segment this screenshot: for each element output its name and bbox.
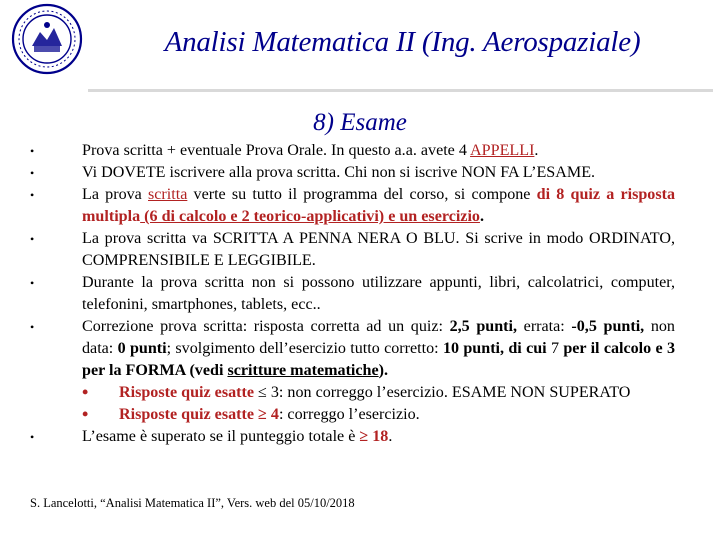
bullet-superamento: • L’esame è superato se il punteggio totale è ≥ 18. <box>30 426 675 448</box>
scritta-link[interactable]: scritta <box>148 186 188 203</box>
bullet-penna: • La prova scritta va SCRITTA A PENNA NERA O BLU. Si scrive in modo ORDINATO, COMPRENSIBILE E LEGGIBILE. <box>30 230 675 269</box>
bullet-dot-icon: • <box>30 188 35 202</box>
bullet-dot-icon: • <box>30 232 35 246</box>
sub-bullet-fail: • Risposte quiz esatte ≤ 3: non correggo l’esercizio. ESAME NON SUPERATO <box>82 382 631 402</box>
footer-credit: S. Lancelotti, “Analisi Matematica II”, Vers. web del 05/10/2018 <box>30 496 355 510</box>
bullet-correzione: • Correzione prova scritta: risposta corretta ad un quiz: 2,5 punti, errata: -0,5 punti, non data: 0 punti; svolgimento dell’esercizio tutto corretto: 10 punti, di cui 7 per il calcolo e 3 per la FORMA (vedi scritture matematiche). • Risposte quiz esatte ≤ 3: non correggo l’esercizio. ESAME NON SUPERATO • Risposte quiz esatte ≥ 4: correggo l’esercizio. <box>30 318 676 424</box>
slide-title: Analisi Matematica II (Ing. Aerospaziale) <box>164 26 641 58</box>
scritture-matematiche-link[interactable]: scritture matematiche <box>227 362 379 379</box>
bullet-programma: • La prova scritta verte su tutto il programma del corso, si compone di 8 quiz a risposta multipla (6 di calcolo e 2 teorico-applicativi) e un esercizio. <box>30 186 676 225</box>
bullet-appelli: • Prova scritta + eventuale Prova Orale. In questo a.a. avete 4 APPELLI. <box>30 140 675 162</box>
bullet-dot-icon: • <box>30 320 35 334</box>
quiz-detail: (6 di calcolo e 2 teorico-applicativi) e un esercizio <box>140 208 480 225</box>
sub-bullet-dot-icon: • <box>82 382 89 402</box>
bullet-list <box>30 140 675 448</box>
appelli-link[interactable]: APPELLI <box>470 142 535 159</box>
sub-bullet-dot-icon: • <box>82 404 89 424</box>
bullet-dot-icon: • <box>30 276 35 290</box>
section-title: 8) Esame <box>313 109 407 136</box>
bullet-dot-icon: • <box>30 430 35 444</box>
bullet-dot-icon: • <box>30 144 35 158</box>
politecnico-seal-icon <box>10 2 84 76</box>
sub-bullet-pass: • Risposte quiz esatte ≥ 4: correggo l’esercizio. <box>82 404 420 424</box>
bullet-dot-icon: • <box>30 166 35 180</box>
bullet-iscrizione: • Vi DOVETE iscrivere alla prova scritta. Chi non si iscrive NON FA L’ESAME. <box>30 162 675 184</box>
title-divider <box>88 89 713 92</box>
bullet-strumenti: • Durante la prova scritta non si possono utilizzare appunti, libri, calcolatrici, computer, telefonini, smartphones, tablets, ecc.. <box>30 274 675 313</box>
